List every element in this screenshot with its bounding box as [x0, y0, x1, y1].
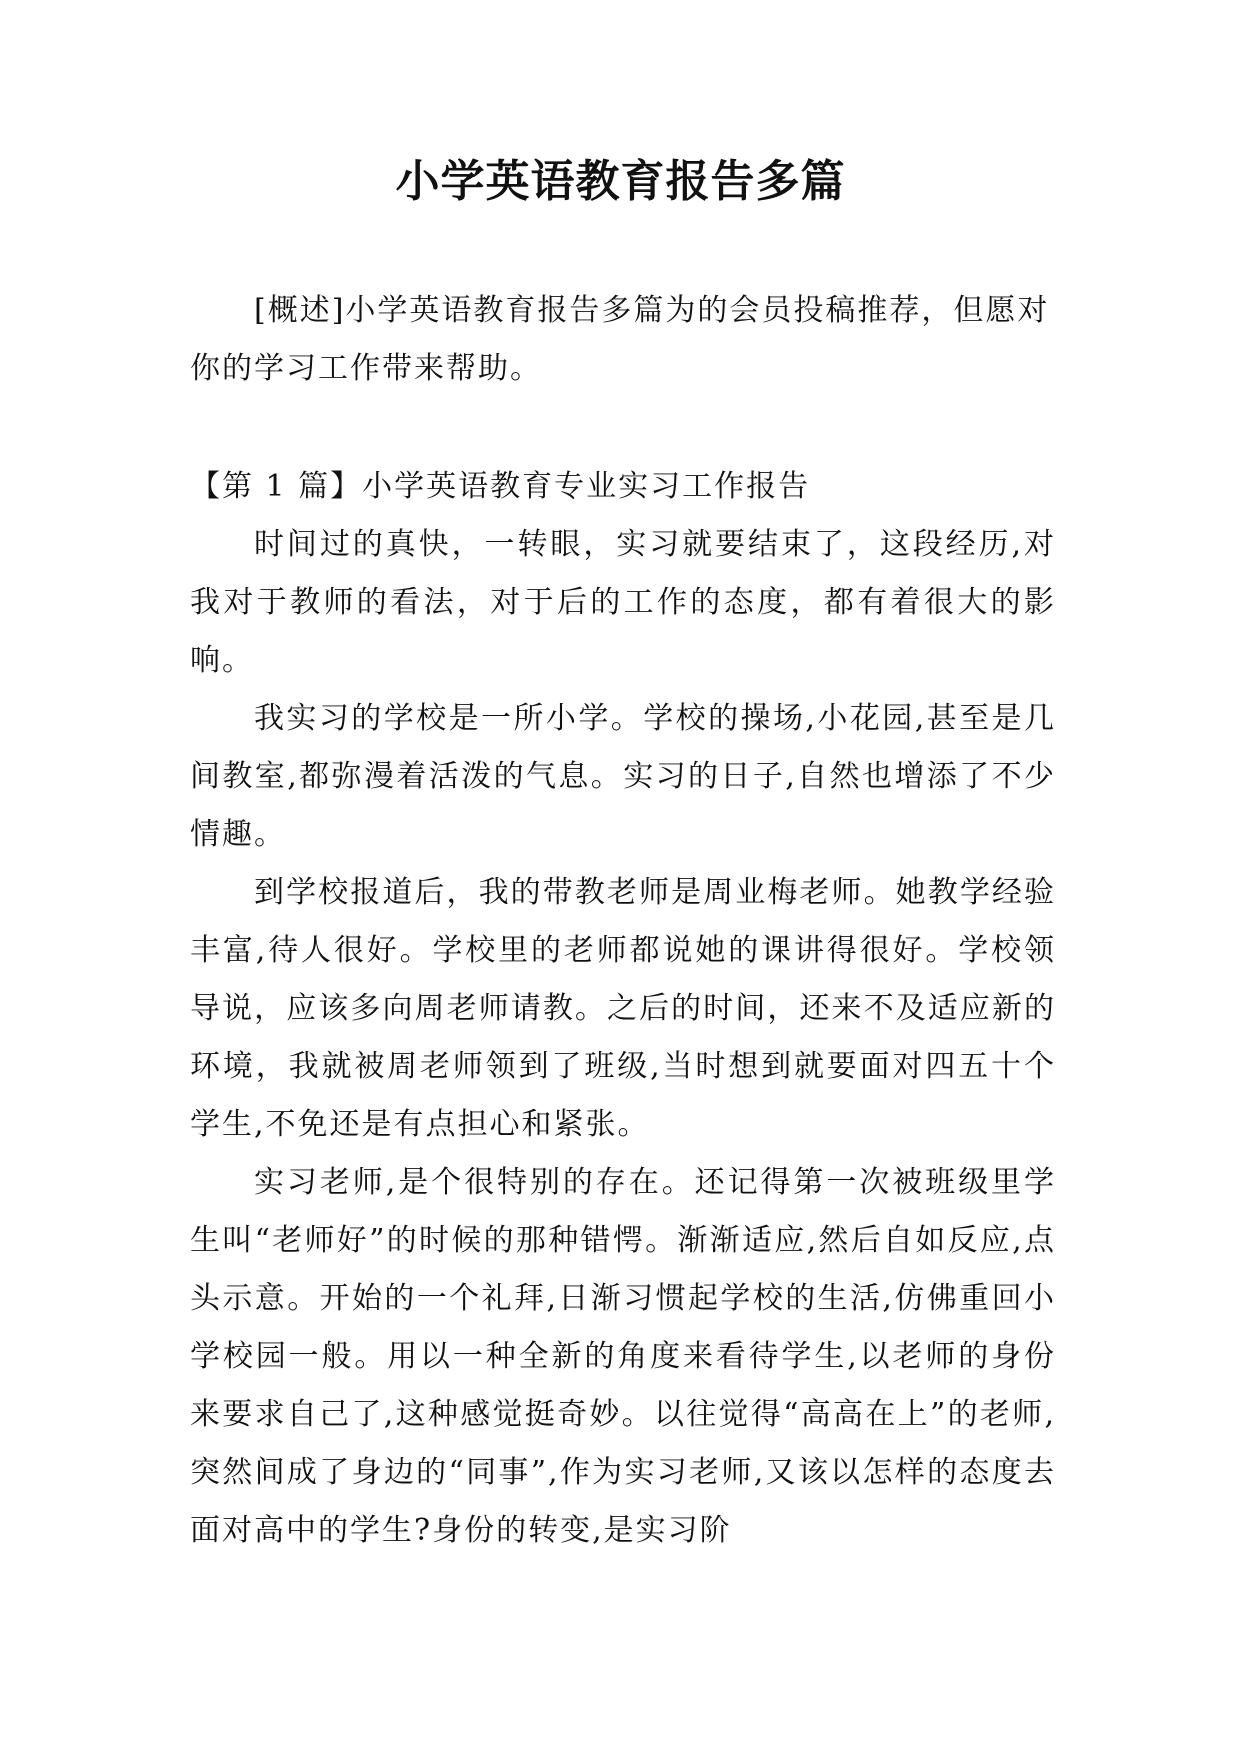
body-paragraph: 时间过的真快，一转眼，实习就要结束了，这段经历,对我对于教师的看法，对于后的工作的态度，都有着很大的影响。 [190, 527, 1056, 678]
body-paragraph: 我实习的学校是一所小学。学校的操场,小花园,甚至是几间教室,都弥漫着活泼的气息。实习的日子,自然也增添了不少情趣。 [190, 701, 1056, 852]
body-paragraph: 实习老师,是个很特别的存在。还记得第一次被班级里学生叫“老师好”的时候的那种错愕。渐渐适应,然后自如反应,点头示意。开始的一个礼拜,日渐习惯起学校的生活,仿佛重回小学校园一般。用以一种全新的角度来看待学生,以老师的身份来要求自己了,这种感觉挺奇妙。以往觉得“高高在上”的老师,突然间成了身边的“同事”,作为实习老师,又该以怎样的态度去面对高中的学生?身份的转变,是实习阶 [190, 1165, 1056, 1548]
document-title: 小学英语教育报告多篇 [395, 156, 846, 207]
body-paragraph: 到学校报道后，我的带教老师是周业梅老师。她教学经验丰富,待人很好。学校里的老师都说她的课讲得很好。学校领导说，应该多向周老师请教。之后的时间，还来不及适应新的环境，我就被周老师领到了班级,当时想到就要面对四五十个学生,不免还是有点担心和紧张。 [190, 875, 1056, 1142]
summary-paragraph: [概述]小学英语教育报告多篇为的会员投稿推荐，但愿对你的学习工作带来帮助。 [190, 293, 1050, 386]
section-heading: 【第 1 篇】小学英语教育专业实习工作报告 [190, 469, 811, 504]
section [190, 458, 1056, 1560]
document-body [190, 282, 1056, 1560]
